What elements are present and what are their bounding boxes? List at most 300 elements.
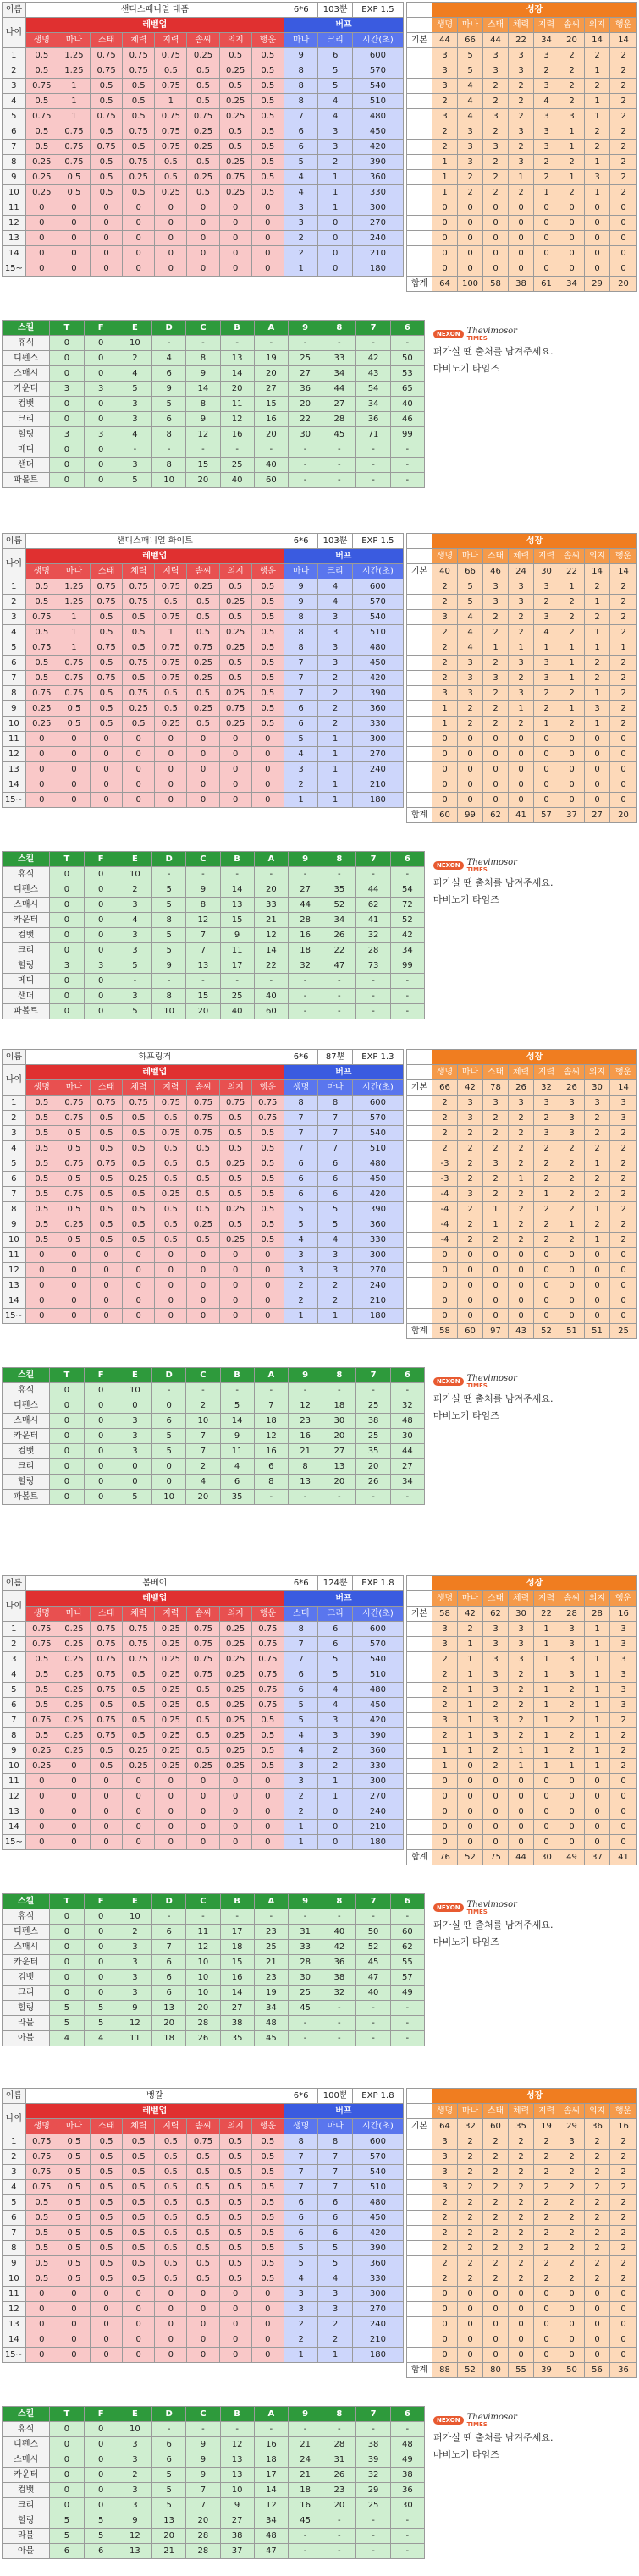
growth-cell: 2 [432, 140, 458, 155]
skill-cell: 13 [220, 898, 254, 913]
level-up-cell: 0.5 [219, 140, 251, 155]
level-up-cell: 0 [25, 261, 58, 277]
level-up-cell: 0.5 [25, 1187, 58, 1202]
skill-name: 휴식 [3, 336, 50, 351]
skill-name: 휴식 [3, 2422, 50, 2437]
level-up-cell: 0 [123, 1248, 155, 1263]
skill-cell: 10 [220, 2483, 254, 2498]
growth-cell: 0 [585, 1804, 610, 1820]
table-row [407, 1309, 637, 1324]
growth-cell: 1 [534, 1187, 559, 1202]
level-up-cell: 0.5 [187, 155, 219, 170]
growth-cell: 2 [559, 2195, 585, 2211]
growth-cell: 0 [483, 1774, 509, 1789]
growth-cell: 3 [458, 140, 483, 155]
level-up-cell: 0 [155, 1774, 187, 1789]
growth-base-cell: 36 [585, 2119, 610, 2134]
skill-cell: 20 [152, 2529, 186, 2544]
buff-cell: 390 [352, 686, 403, 701]
buff-cell: 330 [352, 185, 403, 200]
skill-cell: 26 [322, 928, 356, 943]
growth-cell: 2 [610, 2211, 637, 2226]
growth-cell: 2 [483, 170, 509, 185]
growth-cell: 0 [458, 1309, 483, 1324]
growth-cell: 0 [509, 732, 534, 747]
growth-header: 생명 [432, 2104, 458, 2119]
table-row [3, 1111, 404, 1126]
level-up-cell: 0.5 [187, 1728, 219, 1744]
growth-cell: 3 [432, 63, 458, 79]
level-up-cell: 0.5 [251, 2195, 284, 2211]
buff-cell: 360 [352, 2256, 403, 2271]
stat-header: 솜씨 [187, 2119, 219, 2134]
buff-header: 시간(초) [352, 2119, 403, 2134]
growth-cell: 3 [534, 1126, 559, 1141]
skill-cell: 38 [390, 2468, 424, 2483]
growth-cell: 0 [534, 2332, 559, 2348]
growth-cell: 0 [509, 762, 534, 777]
skill-cell: 30 [288, 427, 322, 442]
level-up-cell: 0 [91, 1835, 123, 1850]
skill-cell: 47 [322, 958, 356, 974]
level-up-cell: 0.25 [155, 185, 187, 200]
skill-cell: 2 [118, 351, 151, 366]
level-up-cell: 0 [91, 1789, 123, 1804]
table-row [3, 63, 404, 79]
growth-cell: 0 [483, 1309, 509, 1324]
table-row [3, 124, 404, 140]
growth-cell: 3 [509, 1637, 534, 1652]
level-up-cell: 0 [58, 1309, 90, 1324]
level-up-cell: 0.5 [219, 2256, 251, 2271]
growth-cell: 2 [432, 2195, 458, 2211]
skill-cell: 20 [322, 1475, 356, 1490]
growth-cell: 0 [509, 1774, 534, 1789]
growth-cell: 1 [509, 1744, 534, 1759]
skill-cell: 5 [118, 1004, 151, 1019]
buff-cell: 7 [318, 2150, 352, 2165]
skill-cell: 10 [118, 867, 151, 882]
skill-cell: 10 [186, 1414, 220, 1429]
skill-cell: 3 [50, 382, 84, 397]
table-row [407, 1263, 637, 1278]
stat-header: 마나 [58, 2119, 90, 2134]
rank-header: 8 [322, 1894, 356, 1909]
level-up-cell: 0.5 [25, 2271, 58, 2287]
stat-header: 행운 [251, 1607, 284, 1622]
level-up-cell: 0.5 [58, 2256, 90, 2271]
level-up-cell: 0.75 [251, 1622, 284, 1637]
growth-base-cell: 40 [432, 564, 458, 579]
skill-cell: - [390, 2016, 424, 2031]
buff-cell: 5 [284, 155, 317, 170]
skill-cell: 10 [152, 473, 186, 488]
rank-header: 8 [322, 1368, 356, 1383]
level-up-cell: 0.75 [251, 1096, 284, 1111]
level-up-cell: 0.5 [155, 1217, 187, 1233]
buff-cell: 8 [284, 94, 317, 109]
base-label: 기본 [407, 33, 432, 48]
skill-cell: 9 [186, 2452, 220, 2468]
skill-name: 디펜스 [3, 882, 50, 898]
buff-cell: 6 [284, 701, 317, 717]
growth-cell: 3 [483, 1728, 509, 1744]
level-up-cell: 0.5 [187, 1172, 219, 1187]
level-up-cell: 0.5 [187, 1744, 219, 1759]
stat-header: 지력 [155, 2119, 187, 2134]
level-up-cell: 0.5 [251, 625, 284, 640]
growth-cell: 1 [458, 1652, 483, 1667]
growth-cell: 4 [534, 625, 559, 640]
growth-total-cell: 41 [610, 1850, 637, 1865]
logo-sub: TIMES [466, 2420, 488, 2428]
skill-name: 컴뱃 [3, 2483, 50, 2498]
rank-header: T [50, 852, 84, 867]
growth-cell: 0 [610, 2348, 637, 2363]
skill-cell: 22 [288, 412, 322, 427]
age-cell: 11 [3, 1248, 26, 1263]
growth-row-spacer [407, 140, 432, 155]
skill-cell: - [322, 473, 356, 488]
skill-cell: - [288, 2544, 322, 2559]
skill-cell: 0 [84, 1475, 118, 1490]
skill-cell: 0 [84, 473, 118, 488]
level-up-cell: 0 [25, 2302, 58, 2317]
growth-row-spacer [407, 1667, 432, 1683]
level-up-cell: 0.5 [25, 671, 58, 686]
skill-cell: 12 [186, 913, 220, 928]
skill-cell: 0 [50, 2437, 84, 2452]
level-up-cell: 0.75 [91, 1667, 123, 1683]
rank-header: 7 [356, 1368, 390, 1383]
age-cell: 8 [3, 155, 26, 170]
table-row [407, 2134, 637, 2150]
growth-cell: 0 [432, 1804, 458, 1820]
buff-cell: 3 [318, 2302, 352, 2317]
growth-cell: 0 [559, 732, 585, 747]
growth-cell: 3 [432, 109, 458, 124]
growth-total-cell: 52 [458, 1850, 483, 1865]
buff-cell: 3 [284, 1263, 317, 1278]
table-row [3, 625, 404, 640]
table-row [407, 2287, 637, 2302]
growth-cell: 0 [509, 793, 534, 808]
level-up-cell: 0.5 [25, 1667, 58, 1683]
buff-cell: 600 [352, 48, 403, 63]
level-up-cell: 0.25 [155, 1744, 187, 1759]
level-up-cell: 0.5 [91, 2180, 123, 2195]
growth-cell: 2 [559, 1744, 585, 1759]
level-up-cell: 0 [155, 1820, 187, 1835]
growth-cell: 2 [483, 625, 509, 640]
level-up-cell: 0.25 [187, 170, 219, 185]
growth-cell: 0 [610, 1820, 637, 1835]
table-row [3, 913, 425, 928]
skill-cell: 21 [288, 1444, 322, 1459]
skill-cell: 34 [356, 397, 390, 412]
skill-cell: 40 [322, 1925, 356, 1940]
growth-cell: 1 [534, 640, 559, 656]
growth-cell: 0 [534, 246, 559, 261]
buff-header: 시간(초) [352, 33, 403, 48]
pet-days: 100뿐 [318, 2089, 352, 2104]
growth-cell: 1 [458, 1744, 483, 1759]
growth-cell: 0 [534, 1293, 559, 1309]
stat-header: 체력 [123, 564, 155, 579]
table-row [407, 79, 637, 94]
skill-title: 스킬 [3, 1368, 50, 1383]
skill-cell: 21 [254, 1955, 288, 1970]
skill-cell: 99 [390, 958, 424, 974]
level-up-cell: 0 [123, 2348, 155, 2363]
level-up-cell: 1 [58, 79, 90, 94]
level-up-cell: 0.5 [123, 140, 155, 155]
growth-cell: 3 [432, 1637, 458, 1652]
skill-cell: 7 [186, 928, 220, 943]
age-cell: 14 [3, 2332, 26, 2348]
skill-cell: 36 [390, 2483, 424, 2498]
pet-name: 샌디스패니얼 대폼 [25, 3, 284, 18]
growth-cell: 0 [509, 747, 534, 762]
growth-cell: 2 [585, 48, 610, 63]
skill-cell: - [390, 2544, 424, 2559]
growth-cell: 2 [458, 170, 483, 185]
growth-cell: 0 [559, 2287, 585, 2302]
skill-cell: 40 [356, 1986, 390, 2001]
buff-header: 마나 [284, 564, 317, 579]
times-logo [433, 325, 636, 343]
growth-cell: 2 [559, 2256, 585, 2271]
skill-cell: - [356, 989, 390, 1004]
level-up-cell: 0.5 [251, 1172, 284, 1187]
skill-cell: 3 [118, 1429, 151, 1444]
name-label: 이름 [3, 534, 26, 549]
age-cell: 11 [3, 200, 26, 216]
level-up-cell: 0 [219, 1278, 251, 1293]
logo-wordmark [467, 859, 517, 873]
skill-cell: 0 [84, 1398, 118, 1414]
skill-cell: 10 [118, 1383, 151, 1398]
growth-cell: 1 [509, 1172, 534, 1187]
level-up-cell: 0 [58, 231, 90, 246]
growth-cell: 0 [509, 2287, 534, 2302]
level-up-cell: 0 [123, 1293, 155, 1309]
table-row [3, 2513, 425, 2529]
level-up-cell: 0 [251, 1774, 284, 1789]
age-cell: 4 [3, 625, 26, 640]
growth-cell: 3 [534, 671, 559, 686]
table-row [3, 1187, 404, 1202]
growth-cell: 0 [432, 777, 458, 793]
level-up-cell: 0.5 [219, 48, 251, 63]
growth-cell: 0 [585, 1835, 610, 1850]
rank-header: B [220, 321, 254, 336]
growth-cell: 2 [458, 2165, 483, 2180]
skill-cell: 44 [288, 898, 322, 913]
skill-name: 아볼 [3, 2031, 50, 2046]
level-up-cell: 0.75 [58, 1111, 90, 1126]
skill-cell: 48 [390, 2437, 424, 2452]
level-up-cell: 0 [58, 1789, 90, 1804]
level-up-cell: 0 [25, 1820, 58, 1835]
growth-cell: 0 [509, 1263, 534, 1278]
buff-cell: 2 [284, 1804, 317, 1820]
skill-cell: 10 [186, 1955, 220, 1970]
buff-header: 마나 [318, 1080, 352, 1096]
level-up-cell: 0.75 [123, 124, 155, 140]
table-row [3, 1789, 404, 1804]
table-row [3, 1126, 404, 1141]
level-up-cell: 0 [155, 261, 187, 277]
skill-cell: 10 [118, 2422, 151, 2437]
level-up-cell: 0.75 [123, 1652, 155, 1667]
skill-name: 스매시 [3, 366, 50, 382]
level-up-cell: 0 [123, 2332, 155, 2348]
growth-title: 성장 [432, 3, 637, 18]
level-up-cell: 0 [58, 2287, 90, 2302]
growth-cell: 2 [483, 2256, 509, 2271]
age-cell: 1 [3, 48, 26, 63]
growth-cell: 0 [483, 1278, 509, 1293]
growth-base-cell: 46 [483, 564, 509, 579]
skill-cell: 0 [84, 458, 118, 473]
stat-header: 행운 [251, 2119, 284, 2134]
skill-cell: 52 [356, 1940, 390, 1955]
skill-cell: 12 [254, 928, 288, 943]
skill-cell: - [288, 458, 322, 473]
skill-cell: - [390, 1490, 424, 1505]
age-cell: 9 [3, 701, 26, 717]
buff-cell: 600 [352, 2134, 403, 2150]
age-cell: 11 [3, 1774, 26, 1789]
rank-header: F [84, 1368, 118, 1383]
table-row [3, 2483, 425, 2498]
growth-cell: 1 [534, 1759, 559, 1774]
growth-cell: 0 [585, 747, 610, 762]
level-up-cell: 0.5 [187, 79, 219, 94]
growth-row-spacer [407, 1172, 432, 1187]
level-up-cell: 1.25 [58, 595, 90, 610]
growth-cell: 2 [559, 2271, 585, 2287]
skill-cell: 40 [220, 1004, 254, 1019]
growth-cell: 3 [458, 671, 483, 686]
skill-cell: 3 [118, 412, 151, 427]
level-up-cell: 0.5 [155, 2226, 187, 2241]
level-up-cell: 0 [91, 1278, 123, 1293]
growth-cell: 0 [585, 2302, 610, 2317]
buff-cell: 3 [318, 140, 352, 155]
level-up-cell: 0.25 [25, 701, 58, 717]
skill-cell: 0 [84, 913, 118, 928]
skill-cell: 8 [254, 1475, 288, 1490]
buff-cell: 180 [352, 2348, 403, 2363]
table-row [3, 2498, 425, 2513]
level-up-cell: 0.25 [25, 170, 58, 185]
skill-cell: 36 [322, 1955, 356, 1970]
skill-cell: 2 [118, 882, 151, 898]
growth-row-spacer [407, 1683, 432, 1698]
skill-name: 디펜스 [3, 1398, 50, 1414]
level-up-cell: 0 [251, 200, 284, 216]
level-up-cell: 0.5 [91, 1111, 123, 1126]
buff-cell: 450 [352, 124, 403, 140]
buff-cell: 360 [352, 1744, 403, 1759]
level-up-cell: 0.5 [123, 2256, 155, 2271]
buff-cell: 7 [284, 1126, 317, 1141]
growth-cell: 0 [585, 1293, 610, 1309]
skill-cell: 0 [50, 867, 84, 882]
level-up-cell: 0.75 [155, 1096, 187, 1111]
growth-cell: 0 [559, 216, 585, 231]
growth-total-cell: 38 [509, 277, 534, 292]
table-row [3, 246, 404, 261]
skill-cell: 8 [152, 913, 186, 928]
growth-cell: 0 [432, 231, 458, 246]
level-up-cell: 0 [187, 200, 219, 216]
table-row [3, 442, 425, 458]
rank-header: B [220, 2407, 254, 2422]
skill-cell: - [356, 2529, 390, 2544]
growth-total-cell: 97 [483, 1324, 509, 1339]
growth-cell: 2 [483, 656, 509, 671]
level-up-cell: 0.5 [91, 2134, 123, 2150]
stat-header: 행운 [251, 1080, 284, 1096]
level-up-cell: 0.25 [187, 579, 219, 595]
growth-cell: 0 [534, 1820, 559, 1835]
skill-cell: 34 [390, 1475, 424, 1490]
rank-header: B [220, 852, 254, 867]
growth-table [406, 1049, 637, 1339]
age-cell: 1 [3, 2134, 26, 2150]
growth-cell: 2 [610, 185, 637, 200]
buff-cell: 6 [318, 1156, 352, 1172]
growth-row-spacer [407, 656, 432, 671]
table-row [3, 2287, 404, 2302]
level-up-cell: 0.75 [187, 640, 219, 656]
level-up-cell: 0.5 [25, 1233, 58, 1248]
growth-cell: 1 [534, 1667, 559, 1683]
skill-cell: 3 [118, 1940, 151, 1955]
skill-cell: 28 [186, 2529, 220, 2544]
growth-base-cell: 14 [610, 1080, 637, 1096]
skill-cell: 7 [152, 1940, 186, 1955]
growth-cell: 2 [534, 2211, 559, 2226]
skill-cell: 12 [288, 1398, 322, 1414]
pet-exp: EXP 1.3 [352, 1050, 403, 1065]
growth-cell: 2 [610, 2134, 637, 2150]
growth-cell: 0 [458, 1263, 483, 1278]
skill-cell: 22 [322, 943, 356, 958]
skill-cell: 40 [220, 473, 254, 488]
level-up-cell: 0 [91, 2317, 123, 2332]
level-up-cell: 0.5 [187, 717, 219, 732]
skill-cell: 5 [118, 382, 151, 397]
growth-cell: 3 [610, 1698, 637, 1713]
growth-cell: 2 [483, 124, 509, 140]
skill-name: 디펜스 [3, 1925, 50, 1940]
table-row [407, 1172, 637, 1187]
table-row [407, 200, 637, 216]
skill-cell: 55 [390, 1955, 424, 1970]
skill-cell: 0 [84, 1004, 118, 1019]
growth-cell: 1 [432, 185, 458, 200]
buff-header: 마나 [284, 33, 317, 48]
level-up-cell: 0 [25, 1789, 58, 1804]
skill-name: 컴뱃 [3, 1444, 50, 1459]
table-row [407, 2271, 637, 2287]
growth-cell: 1 [585, 1637, 610, 1652]
level-up-cell: 0 [91, 1248, 123, 1263]
